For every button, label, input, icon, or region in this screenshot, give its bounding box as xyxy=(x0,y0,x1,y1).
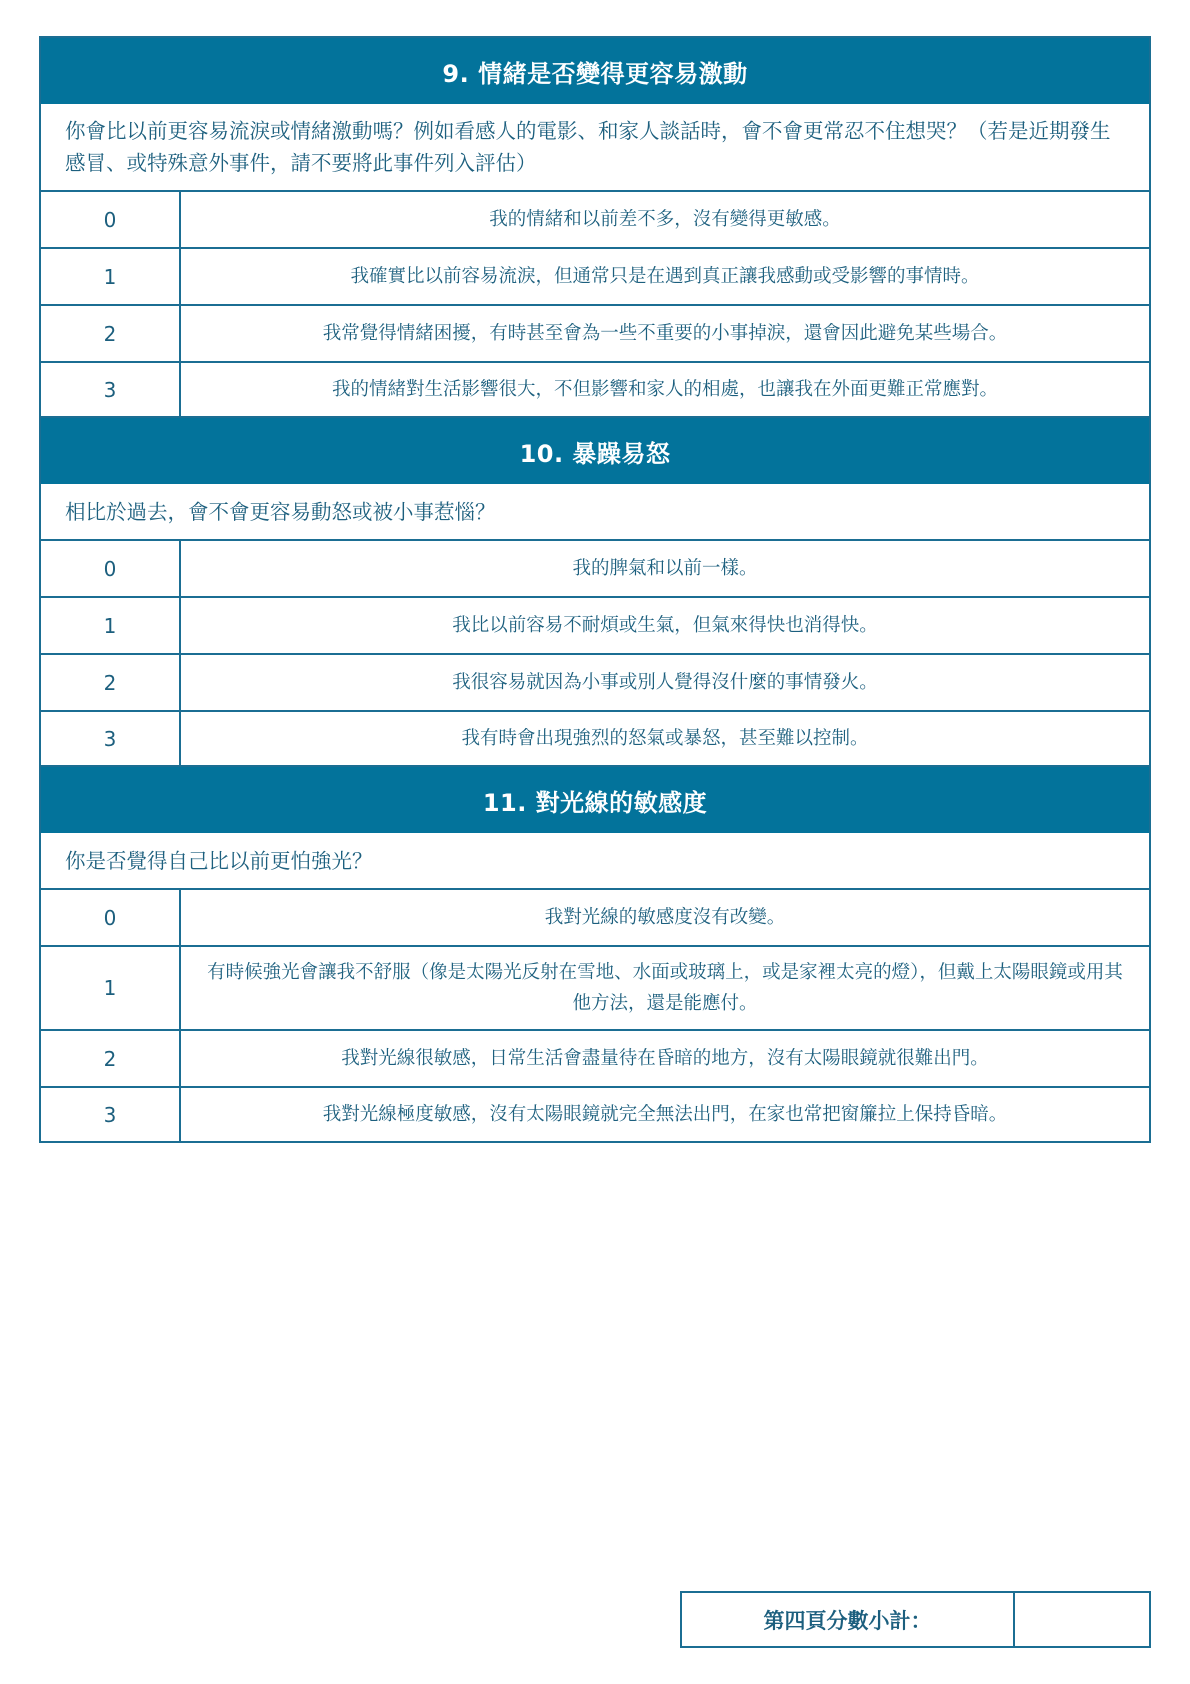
option-score: 0 xyxy=(41,192,181,247)
option-score: 3 xyxy=(41,1088,181,1141)
option-score: 1 xyxy=(41,249,181,304)
questionnaire-table xyxy=(39,36,1151,1143)
option-description: 我對光線極度敏感，沒有太陽眼鏡就完全無法出門，在家也常把窗簾拉上保持昏暗。 xyxy=(322,1104,1008,1125)
options-list xyxy=(41,192,1149,418)
option-score: 3 xyxy=(41,712,181,765)
section-9 xyxy=(41,38,1149,418)
question-text: 你是否覺得自己比以前更怕強光？ xyxy=(41,833,1149,890)
option-description: 有時候強光會讓我不舒服（像是太陽光反射在雪地、水面或玻璃上，或是家裡太亮的燈），但戴上太陽眼鏡或用其他方法，還是能應付。 xyxy=(207,962,1123,1014)
subtotal-value-field[interactable] xyxy=(1015,1593,1149,1646)
section-title: 11. 對光線的敏感度 xyxy=(41,767,1149,833)
section-10 xyxy=(41,418,1149,767)
option-description: 我有時會出現強烈的怒氣或暴怒，甚至難以控制。 xyxy=(461,728,869,749)
option-description: 我確實比以前容易流淚，但通常只是在遇到真正讓我感動或受影響的事情時。 xyxy=(350,266,980,287)
option-score: 2 xyxy=(41,655,181,710)
option-row[interactable] xyxy=(41,541,1149,598)
option-score: 1 xyxy=(41,598,181,653)
question-text: 你會比以前更容易流淚或情緒激動嗎？例如看感人的電影、和家人談話時，會不會更常忍不住想哭？（若是近期發生感冒、或特殊意外事件，請不要將此事件列入評估） xyxy=(41,104,1149,192)
option-score: 2 xyxy=(41,306,181,361)
option-row[interactable] xyxy=(41,363,1149,418)
option-row[interactable] xyxy=(41,598,1149,655)
page-subtotal-box xyxy=(680,1591,1151,1648)
option-description: 我對光線的敏感度沒有改變。 xyxy=(544,907,786,928)
option-row[interactable] xyxy=(41,947,1149,1031)
section-11 xyxy=(41,767,1149,1141)
subtotal-label: 第四頁分數小計： xyxy=(682,1593,1015,1646)
option-score: 0 xyxy=(41,890,181,945)
question-text: 相比於過去，會不會更容易動怒或被小事惹惱？ xyxy=(41,484,1149,541)
section-title: 9. 情緒是否變得更容易激動 xyxy=(41,38,1149,104)
section-title: 10. 暴躁易怒 xyxy=(41,418,1149,484)
option-score: 0 xyxy=(41,541,181,596)
option-description: 我比以前容易不耐煩或生氣，但氣來得快也消得快。 xyxy=(452,615,878,636)
option-row[interactable] xyxy=(41,192,1149,249)
option-row[interactable] xyxy=(41,249,1149,306)
option-description: 我常覺得情緒困擾，有時甚至會為一些不重要的小事掉淚，還會因此避免某些場合。 xyxy=(322,323,1008,344)
option-row[interactable] xyxy=(41,1088,1149,1141)
option-score: 3 xyxy=(41,363,181,416)
option-score: 2 xyxy=(41,1031,181,1086)
option-description: 我的情緒和以前差不多，沒有變得更敏感。 xyxy=(489,209,841,230)
options-list xyxy=(41,541,1149,767)
option-description: 我的脾氣和以前一樣。 xyxy=(572,558,758,579)
option-description: 我的情緒對生活影響很大，不但影響和家人的相處，也讓我在外面更難正常應對。 xyxy=(331,379,998,400)
option-row[interactable] xyxy=(41,712,1149,767)
option-score: 1 xyxy=(41,947,181,1029)
option-row[interactable] xyxy=(41,306,1149,363)
option-row[interactable] xyxy=(41,890,1149,947)
option-description: 我很容易就因為小事或別人覺得沒什麼的事情發火。 xyxy=(452,672,878,693)
option-row[interactable] xyxy=(41,655,1149,712)
options-list xyxy=(41,890,1149,1141)
option-row[interactable] xyxy=(41,1031,1149,1088)
option-description: 我對光線很敏感，日常生活會盡量待在昏暗的地方，沒有太陽眼鏡就很難出門。 xyxy=(341,1048,989,1069)
